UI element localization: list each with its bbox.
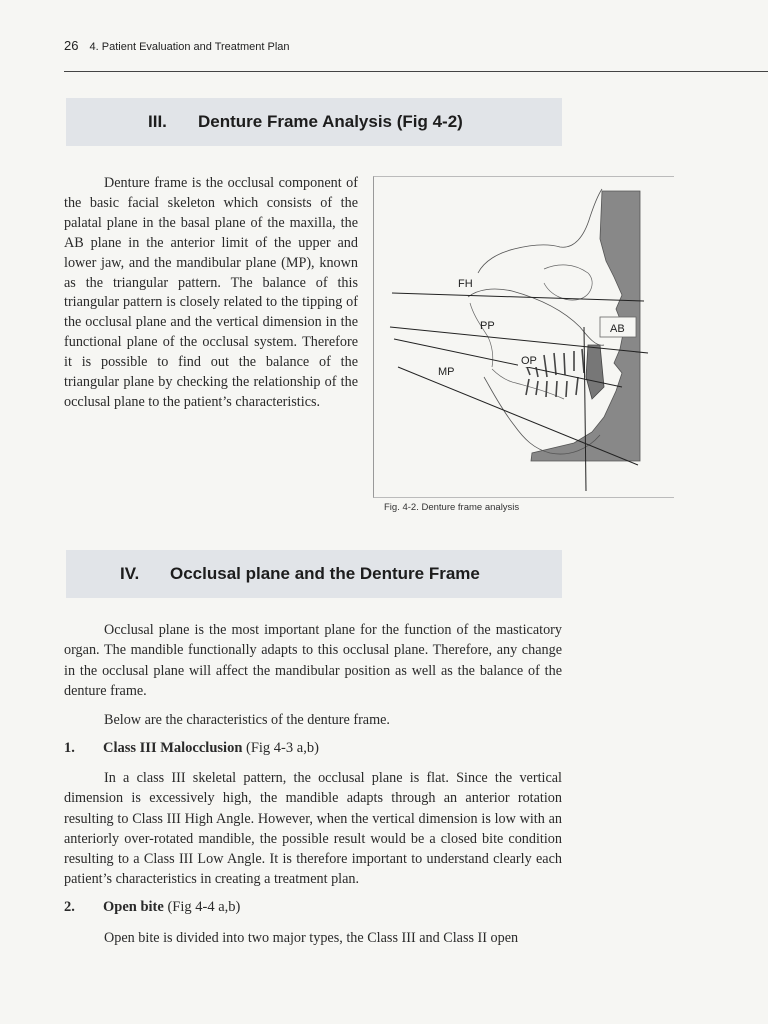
item-2-ref: (Fig 4-4 a,b) xyxy=(163,899,241,915)
cephalometric-diagram xyxy=(374,177,674,497)
section-3-number: III. xyxy=(148,112,167,131)
item-1-title: Class III Malocclusion xyxy=(103,740,243,756)
figure-4-2 xyxy=(373,176,674,498)
item-2-heading xyxy=(64,899,240,916)
ab-label: AB xyxy=(610,323,625,335)
chapter-title: 4. Patient Evaluation and Treatment Plan xyxy=(89,41,290,53)
section-4-paragraph-1: Occlusal plane is the most important plane for the function of the masticatory organ. The mandible functionally adapts to this occlusal plane. Therefore, any change in the occlusal plane will affect the mandibular position as well as the balance of the denture frame. xyxy=(64,622,562,699)
incisor-shape xyxy=(586,345,604,399)
page-number: 26 xyxy=(64,38,79,53)
running-head xyxy=(64,38,290,53)
ab-plane-line xyxy=(584,327,586,491)
item-1-number: 1. xyxy=(64,740,75,756)
item-1-ref: (Fig 4-3 a,b) xyxy=(242,740,319,756)
section-3-paragraph: Denture frame is the occlusal component of the basic facial skeleton which consists of the palatal plane in the basal plane of the maxilla, the AB plane in the anterior limit of the upper and lower jaw, and the mandibular plane (MP), known as the triangular pattern. The balance of this triangular pattern is closely related to the tipping of the occlusal plane and the vertical dimension in the functional plane of the occlusal system. Therefore it is possible to find out the balance of the triangular plane by checking the relationship of the occlusal plane to the patient’s characteristics. xyxy=(64,175,358,410)
orbit-outline xyxy=(544,265,592,300)
fh-plane-line xyxy=(392,293,644,301)
skull-outline xyxy=(478,189,602,273)
item-2-text: Open bite is divided into two major types, the Class III and Class II open xyxy=(104,930,519,946)
item-2-number: 2. xyxy=(64,899,75,915)
section-4-title: Occlusal plane and the Denture Frame xyxy=(170,564,480,583)
section-4-paragraph-2: Below are the characteristics of the denture frame. xyxy=(104,712,390,728)
fh-label: FH xyxy=(458,278,473,290)
figure-caption: Fig. 4-2. Denture frame analysis xyxy=(384,502,520,513)
item-2-title: Open bite xyxy=(103,899,164,915)
item-1-heading xyxy=(64,740,319,757)
op-label: OP xyxy=(521,355,537,367)
mp-label: MP xyxy=(438,366,455,378)
section-3-title: Denture Frame Analysis (Fig 4-2) xyxy=(198,112,463,131)
item-1-text: In a class III skeletal pattern, the occlusal plane is flat. Since the vertical dimension is excessively high, the mandible adapts through an anterior rotation resulting to Class III High Angle. However, when the vertical dimension is low with an anteriorly over-rotated mandible, the possible result would be a closed bite condition resulting to a Class III Low Angle. It is therefore important to understand clearly each patient’s characteristics in creating a treatment plan. xyxy=(64,770,562,888)
header-rule xyxy=(64,71,768,72)
section-4-number: IV. xyxy=(120,564,140,583)
section-3-heading xyxy=(66,98,562,146)
pp-label: PP xyxy=(480,320,495,332)
section-4-heading xyxy=(66,550,562,598)
